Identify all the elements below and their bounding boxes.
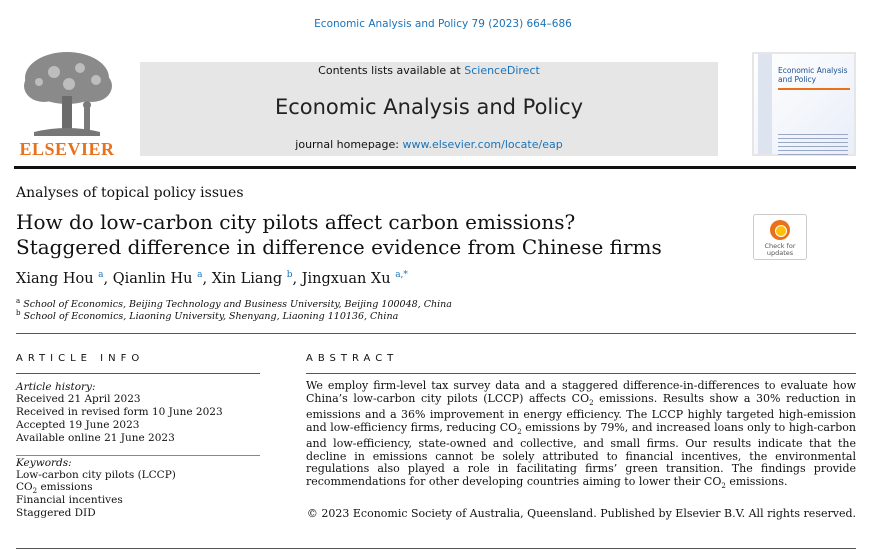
keyword: Low-carbon city pilots (LCCP) bbox=[16, 469, 176, 481]
elsevier-logo[interactable] bbox=[14, 48, 120, 160]
journal-citation[interactable]: Economic Analysis and Policy 79 (2023) 664–686 bbox=[314, 18, 572, 30]
homepage-prefix: journal homepage: bbox=[295, 138, 399, 151]
check-updates-icon bbox=[770, 220, 790, 240]
author-name[interactable]: Jingxuan Xu bbox=[301, 270, 391, 287]
homepage-link[interactable]: www.elsevier.com/locate/eap bbox=[402, 138, 563, 151]
contents-line bbox=[140, 64, 718, 77]
check-for-updates-button[interactable] bbox=[753, 214, 807, 260]
author-affiliation-marker[interactable]: b bbox=[286, 270, 293, 280]
keyword: $CO_2$ emissions bbox=[16, 481, 93, 496]
affiliation-marker: a bbox=[16, 297, 21, 305]
section-label: Analyses of topical policy issues bbox=[16, 185, 244, 201]
publisher-wordmark: ELSEVIER bbox=[19, 139, 115, 159]
received-date: Received 21 April 2023 bbox=[16, 393, 141, 405]
header-divider bbox=[14, 166, 856, 169]
divider bbox=[16, 548, 856, 549]
keyword: Staggered DID bbox=[16, 507, 96, 519]
journal-banner bbox=[140, 62, 718, 156]
author-name[interactable]: Qianlin Hu bbox=[112, 270, 193, 287]
sciencedirect-link[interactable]: ScienceDirect bbox=[464, 64, 540, 77]
abstract-heading: ABSTRACT bbox=[306, 353, 399, 364]
affiliation-text: School of Economics, Liaoning University, Shenyang, Liaoning 110136, China bbox=[23, 311, 399, 323]
affiliation bbox=[16, 309, 398, 322]
author-list: Xiang Hou $^a$, Qianlin Hu $^a$, Xin Liang $^b$, Jingxuan Xu $^{a,*}$ bbox=[16, 270, 408, 287]
author-affiliation-marker[interactable]: a bbox=[197, 270, 203, 280]
cover-title: Economic Analysis and Policy bbox=[778, 66, 848, 84]
divider bbox=[16, 333, 856, 334]
tree-logo-icon bbox=[14, 48, 120, 140]
keywords-label: Keywords: bbox=[16, 457, 72, 469]
article-title bbox=[16, 210, 736, 260]
copyright-notice: © 2023 Economic Society of Australia, Queensland. Published by Elsevier B.V. All rights reserved. bbox=[306, 507, 856, 520]
revised-date: Received in revised form 10 June 2023 bbox=[16, 406, 223, 418]
accepted-date: Accepted 19 June 2023 bbox=[16, 419, 140, 431]
title-line-1: How do low-carbon city pilots affect carbon emissions? bbox=[16, 210, 576, 234]
article-info-heading: ARTICLE INFO bbox=[16, 353, 145, 364]
history-label: Article history: bbox=[16, 381, 96, 393]
affiliation-marker: b bbox=[16, 309, 21, 317]
author-name[interactable]: Xin Liang bbox=[211, 270, 283, 287]
author-name[interactable]: Xiang Hou bbox=[16, 270, 94, 287]
journal-cover[interactable] bbox=[752, 52, 856, 156]
journal-title: Economic Analysis and Policy bbox=[274, 95, 584, 119]
online-date: Available online 21 June 2023 bbox=[16, 432, 175, 444]
title-line-2: Staggered difference in difference evidence from Chinese firms bbox=[16, 235, 662, 259]
keyword: Financial incentives bbox=[16, 494, 123, 506]
check-updates-label: Check for updates bbox=[764, 242, 796, 257]
contents-prefix: Contents lists available at bbox=[318, 64, 461, 77]
affiliation-text: School of Economics, Beijing Technology and Business University, Beijing 100048, China bbox=[23, 299, 452, 311]
abstract-text: We employ firm-level tax survey data and a staggered difference-in-differences to evaluate how China’s low-carbon city pilots (LCCP) affects $CO_2$ emissions. Results show a 30% reduction in emissions and a 36% improvement in energy efficiency. The LCCP highly targeted high-emission and low-efficiency firms, reducing $CO_2$ emissions by 79%, and increased loans only to high-carbon and low-efficiency, state-owned and collective, and small firms. Our results indicate that the decline in emissions cannot be solely attributed to financial incentives, the environmental regulations also played a role in facilitating firms’ green transition. The findings provide recommendations for other developing countries aiming to lower their $CO_2$ emissions. bbox=[306, 379, 856, 491]
author-affiliation-marker[interactable]: a,* bbox=[395, 270, 408, 280]
divider bbox=[16, 455, 260, 456]
divider bbox=[306, 373, 856, 374]
homepage-line bbox=[140, 138, 718, 151]
author-affiliation-marker[interactable]: a bbox=[98, 270, 104, 280]
divider bbox=[16, 373, 260, 374]
